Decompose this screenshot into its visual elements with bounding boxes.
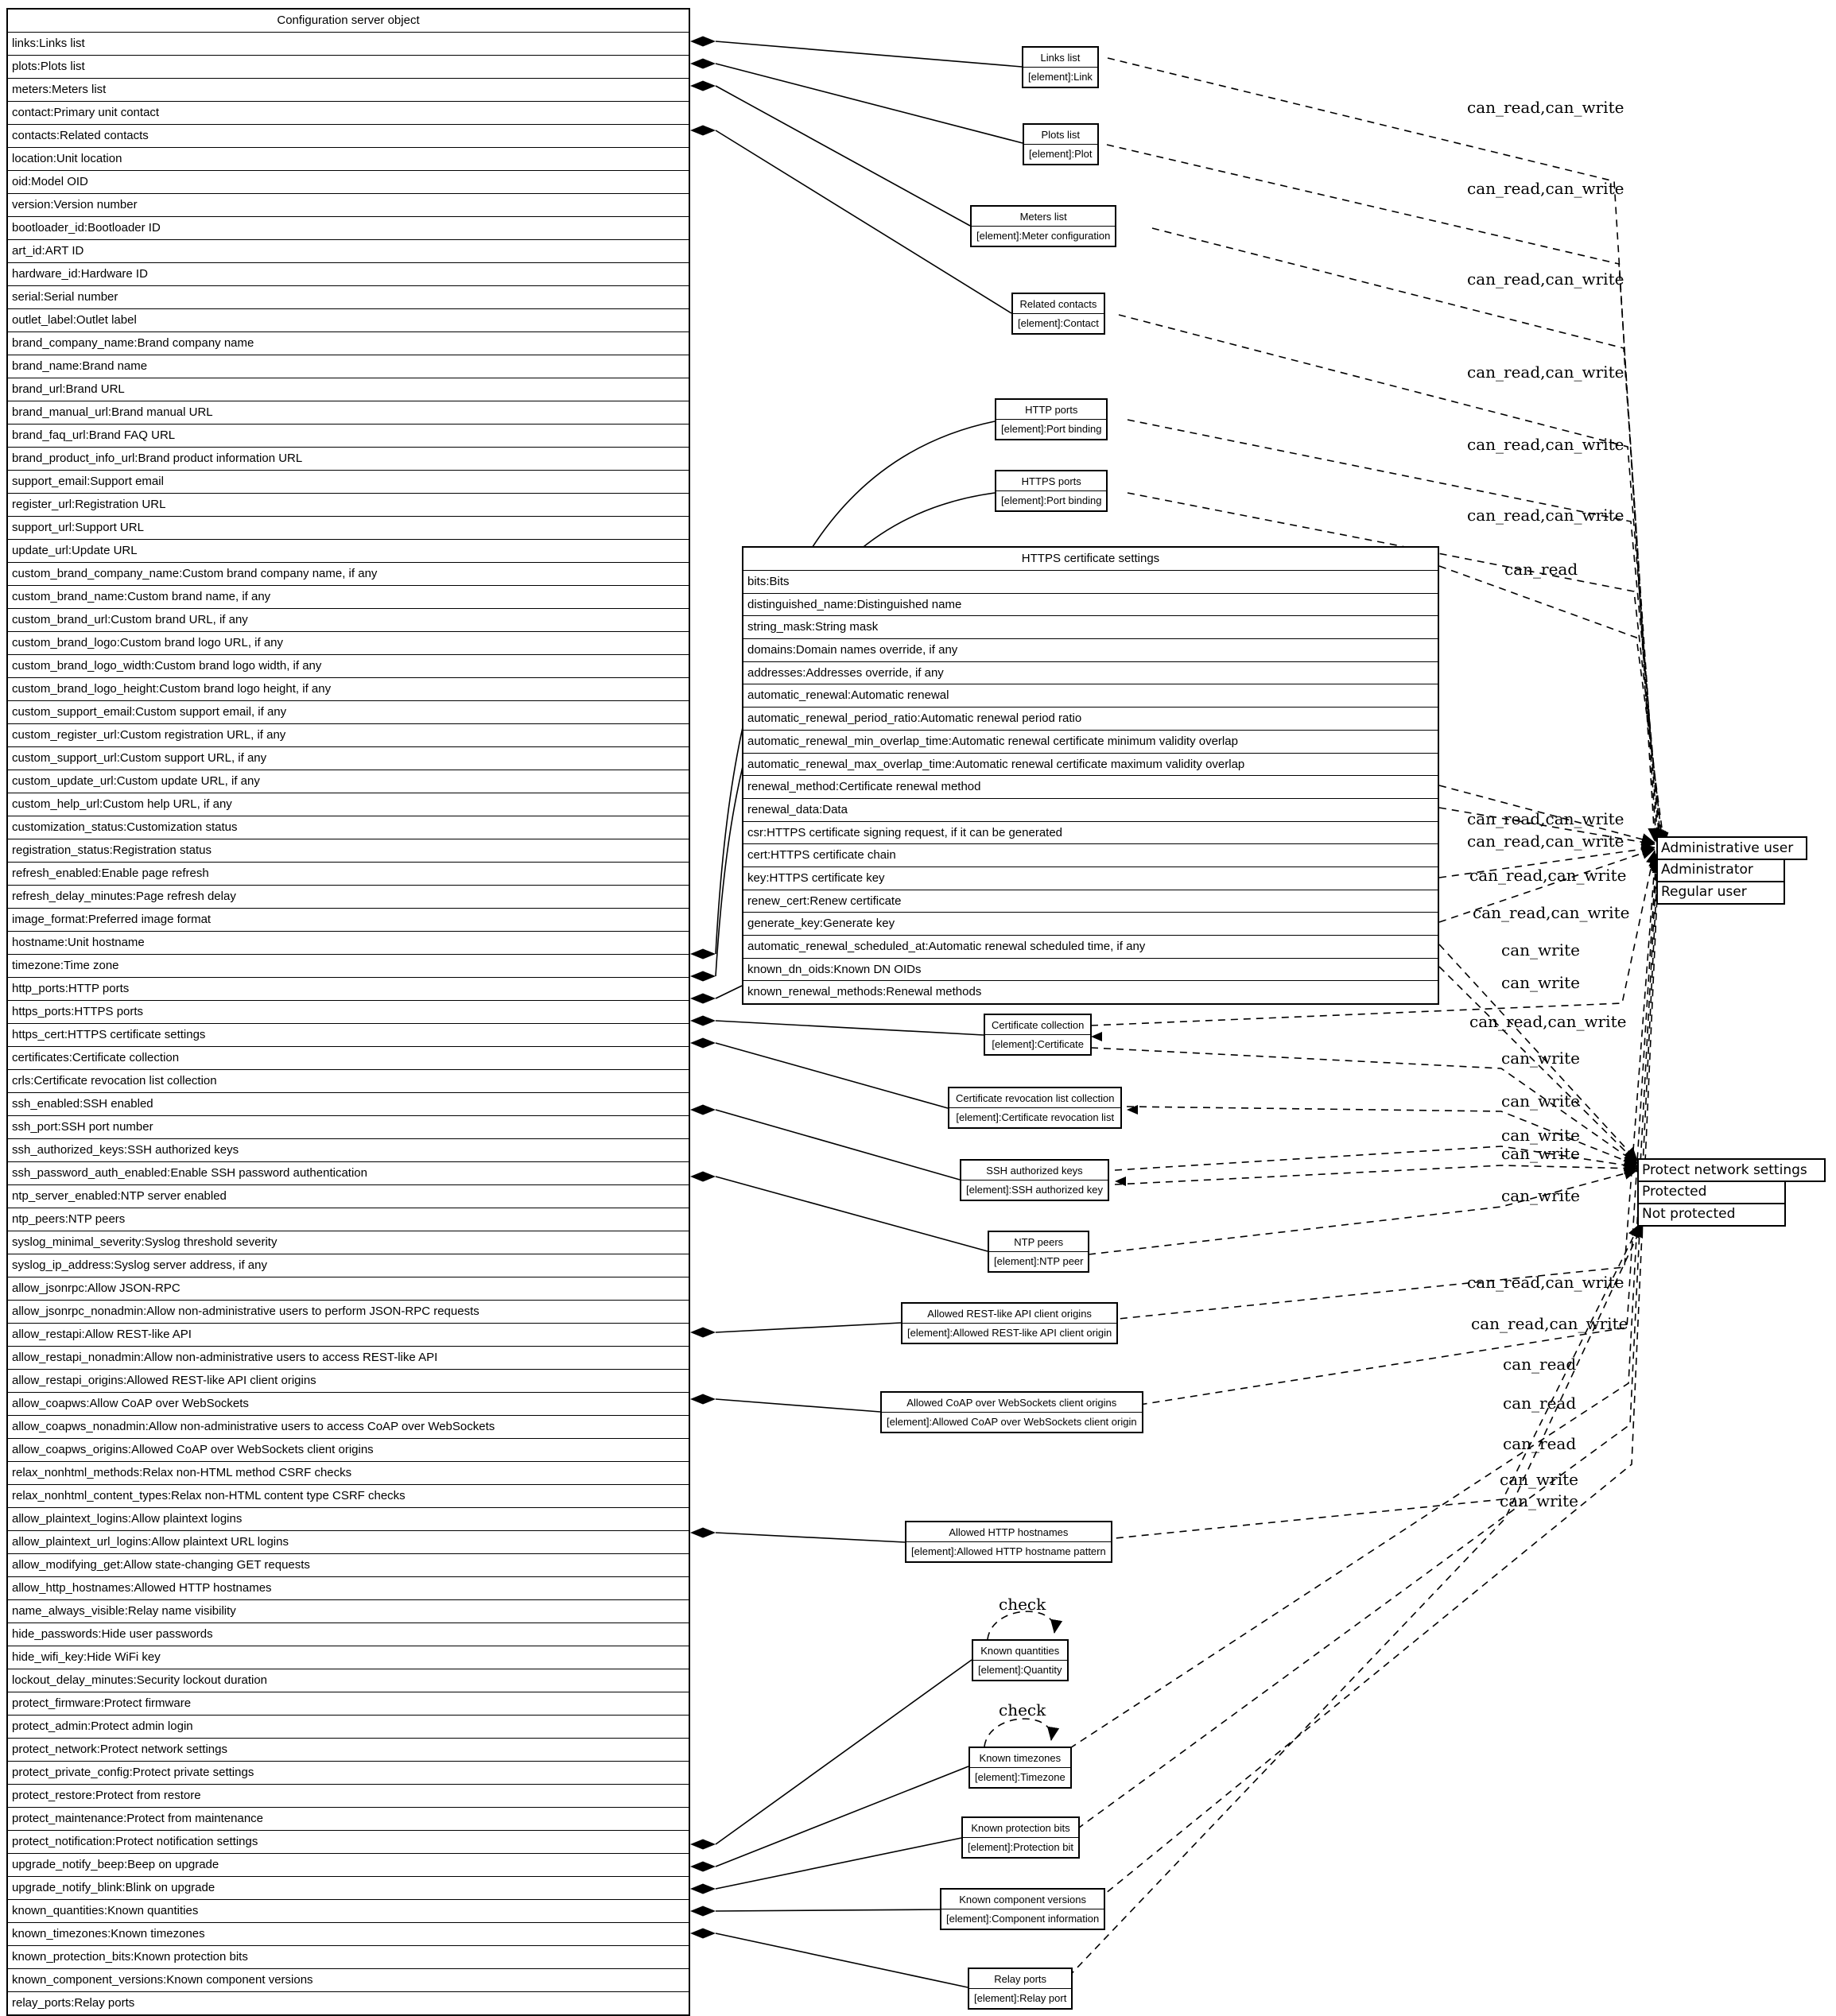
config-field-row: brand_url:Brand URL: [8, 378, 689, 401]
enum-row: Protected: [1637, 1182, 1786, 1204]
config-field-row: serial:Serial number: [8, 285, 689, 308]
config-field-row: protect_restore:Protect from restore: [8, 1784, 689, 1807]
node-http-ports: [995, 398, 1108, 440]
node-title: SSH authorized keys: [961, 1161, 1108, 1181]
config-field-row: hostname:Unit hostname: [8, 931, 689, 954]
config-field-row: update_url:Update URL: [8, 539, 689, 562]
node-related-contacts: [1011, 293, 1105, 335]
node-known-quantities: [972, 1639, 1069, 1681]
node-element: [element]:Allowed HTTP hostname pattern: [911, 1545, 1106, 1557]
node-element: [element]:Allowed REST-like API client origin: [907, 1327, 1112, 1339]
config-field-row: allow_plaintext_logins:Allow plaintext logins: [8, 1507, 689, 1530]
node-meters-list: [970, 205, 1116, 247]
config-field-row: custom_brand_logo_width:Custom brand logo width, if any: [8, 654, 689, 677]
config-field-row: allow_coapws_nonadmin:Allow non-administrative users to access CoAP over WebSockets: [8, 1415, 689, 1438]
config-field-row: crls:Certificate revocation list collection: [8, 1069, 689, 1092]
config-field-row: support_url:Support URL: [8, 516, 689, 539]
node-title: Meters list: [972, 207, 1115, 227]
node-element: [element]:Relay port: [974, 1992, 1067, 2004]
edge-label: can_read,can_write: [1467, 362, 1624, 382]
cert-field-row: automatic_renewal_min_overlap_time:Automatic renewal certificate minimum validity overlap: [743, 730, 1438, 753]
node-element: [element]:Timezone: [975, 1771, 1066, 1783]
node-element: [element]:Protection bit: [968, 1841, 1073, 1853]
cert-field-row: known_dn_oids:Known DN OIDs: [743, 958, 1438, 981]
cert-field-row: known_renewal_methods:Renewal methods: [743, 980, 1438, 1003]
node-known-component-versions: [940, 1888, 1105, 1930]
config-field-row: version:Version number: [8, 193, 689, 216]
config-field-row: allow_jsonrpc_nonadmin:Allow non-administrative users to perform JSON-RPC requests: [8, 1300, 689, 1323]
node-title: Allowed CoAP over WebSockets client origins: [882, 1393, 1142, 1413]
edge-label: can_read,can_write: [1473, 903, 1630, 922]
edge-label: can_read,can_write: [1467, 506, 1624, 525]
config-field-row: custom_brand_logo_height:Custom brand logo height, if any: [8, 677, 689, 700]
enum-row: Not protected: [1637, 1204, 1786, 1227]
node-title: Plots list: [1024, 125, 1097, 145]
config-field-row: hardware_id:Hardware ID: [8, 262, 689, 285]
config-field-row: ssh_enabled:SSH enabled: [8, 1092, 689, 1115]
node-title: Known quantities: [973, 1641, 1067, 1661]
edge-label: can_write: [1501, 940, 1580, 960]
node-crl-collection: [948, 1087, 1122, 1129]
node-relay-ports: [968, 1968, 1073, 2010]
node-certificate-collection: [984, 1014, 1092, 1056]
cert-field-row: renewal_data:Data: [743, 798, 1438, 821]
node-title: Administrative user: [1656, 836, 1807, 860]
config-field-row: meters:Meters list: [8, 78, 689, 101]
node-allowed-http-hostnames: [905, 1521, 1112, 1563]
config-field-row: brand_company_name:Brand company name: [8, 331, 689, 355]
edge-label: can_write: [1501, 1126, 1580, 1145]
edge-label: can_write: [1501, 1186, 1580, 1205]
config-field-row: refresh_enabled:Enable page refresh: [8, 862, 689, 885]
cert-table-rows: [743, 570, 1438, 1003]
config-field-row: brand_faq_url:Brand FAQ URL: [8, 424, 689, 447]
edge-label: can_write: [1501, 1091, 1580, 1111]
config-field-row: links:Links list: [8, 32, 689, 55]
config-field-row: location:Unit location: [8, 147, 689, 170]
config-field-row: custom_brand_name:Custom brand name, if any: [8, 585, 689, 608]
config-field-row: protect_private_config:Protect private settings: [8, 1761, 689, 1784]
node-element: [element]:Port binding: [1001, 494, 1102, 506]
node-title: HTTP ports: [996, 400, 1106, 420]
config-field-row: refresh_delay_minutes:Page refresh delay: [8, 885, 689, 908]
config-field-row: relax_nonhtml_content_types:Relax non-HTML content type CSRF checks: [8, 1484, 689, 1507]
node-allowed-coapws-origins: [880, 1391, 1143, 1433]
edge-label: can_write: [1501, 1049, 1580, 1068]
edge-label-check: check: [999, 1700, 1046, 1719]
config-field-row: protect_admin:Protect admin login: [8, 1715, 689, 1738]
cert-field-row: generate_key:Generate key: [743, 912, 1438, 935]
cert-field-row: renewal_method:Certificate renewal method: [743, 775, 1438, 798]
node-allowed-restapi-origins: [901, 1302, 1118, 1344]
edge-label: can_write: [1501, 1144, 1580, 1163]
config-field-row: allow_restapi_origins:Allowed REST-like API client origins: [8, 1369, 689, 1392]
edge-label: can_read: [1503, 1434, 1577, 1453]
edge-label: can_read,can_write: [1467, 1273, 1624, 1292]
config-field-row: name_always_visible:Relay name visibility: [8, 1599, 689, 1622]
config-field-row: upgrade_notify_beep:Beep on upgrade: [8, 1853, 689, 1876]
node-title: Allowed REST-like API client origins: [902, 1304, 1116, 1324]
config-field-row: known_protection_bits:Known protection bits: [8, 1945, 689, 1968]
edge-label: can_write: [1500, 1491, 1578, 1510]
config-field-row: allow_coapws:Allow CoAP over WebSockets: [8, 1392, 689, 1415]
config-field-row: custom_brand_logo:Custom brand logo URL, if any: [8, 631, 689, 654]
config-field-row: allow_restapi:Allow REST-like API: [8, 1323, 689, 1346]
cert-field-row: automatic_renewal_scheduled_at:Automatic renewal scheduled time, if any: [743, 935, 1438, 958]
node-title: Allowed HTTP hostnames: [906, 1522, 1111, 1542]
config-field-row: brand_manual_url:Brand manual URL: [8, 401, 689, 424]
node-title: Certificate collection: [985, 1015, 1090, 1035]
config-field-row: ssh_port:SSH port number: [8, 1115, 689, 1138]
composition-diamonds: [690, 37, 716, 1939]
edge-label: can_read,can_write: [1471, 1314, 1628, 1333]
config-server-object-table: [6, 8, 690, 2016]
config-field-row: known_quantities:Known quantities: [8, 1899, 689, 1922]
config-field-row: http_ports:HTTP ports: [8, 977, 689, 1000]
config-field-row: relay_ports:Relay ports: [8, 1991, 689, 2014]
config-field-row: image_format:Preferred image format: [8, 908, 689, 931]
https-cert-settings-table: [742, 546, 1439, 1005]
config-field-row: hide_wifi_key:Hide WiFi key: [8, 1646, 689, 1669]
config-field-row: allow_plaintext_url_logins:Allow plaintext URL logins: [8, 1530, 689, 1553]
edge-label: can_write: [1500, 1470, 1578, 1489]
cert-field-row: csr:HTTPS certificate signing request, if it can be generated: [743, 821, 1438, 844]
node-known-protection-bits: [961, 1816, 1080, 1859]
config-field-row: ssh_password_auth_enabled:Enable SSH password authentication: [8, 1161, 689, 1184]
edge-label: can_write: [1501, 973, 1580, 992]
node-element: [element]:Meter configuration: [976, 230, 1111, 242]
node-element: [element]:Link: [1028, 71, 1093, 83]
cert-field-row: automatic_renewal:Automatic renewal: [743, 684, 1438, 707]
config-field-row: upgrade_notify_blink:Blink on upgrade: [8, 1876, 689, 1899]
cert-field-row: automatic_renewal_period_ratio:Automatic renewal period ratio: [743, 707, 1438, 730]
node-title: Known protection bits: [963, 1818, 1078, 1838]
config-field-row: allow_coapws_origins:Allowed CoAP over WebSockets client origins: [8, 1438, 689, 1461]
node-title: Links list: [1023, 48, 1097, 68]
enum-row: Regular user: [1656, 882, 1785, 905]
node-title: Relay ports: [969, 1969, 1071, 1989]
config-field-row: custom_brand_url:Custom brand URL, if any: [8, 608, 689, 631]
config-field-row: plots:Plots list: [8, 55, 689, 78]
node-title: Certificate revocation list collection: [949, 1088, 1120, 1108]
edge-label: can_read: [1503, 1355, 1577, 1374]
config-field-row: allow_modifying_get:Allow state-changing GET requests: [8, 1553, 689, 1576]
config-field-row: ntp_peers:NTP peers: [8, 1208, 689, 1231]
node-element: [element]:Certificate revocation list: [956, 1111, 1115, 1123]
config-field-row: art_id:ART ID: [8, 239, 689, 262]
node-ssh-authorized-keys: [960, 1159, 1109, 1201]
node-plots-list: [1023, 123, 1099, 165]
node-ntp-peers: [988, 1231, 1089, 1273]
config-field-row: custom_support_email:Custom support email, if any: [8, 700, 689, 723]
config-field-row: custom_help_url:Custom help URL, if any: [8, 793, 689, 816]
config-field-row: certificates:Certificate collection: [8, 1046, 689, 1069]
node-known-timezones: [968, 1747, 1072, 1789]
edge-label: can_read,can_write: [1467, 435, 1624, 454]
node-title: NTP peers: [989, 1232, 1088, 1252]
config-field-row: lockout_delay_minutes:Security lockout duration: [8, 1669, 689, 1692]
edge-label: can_read: [1504, 560, 1578, 579]
config-field-row: contacts:Related contacts: [8, 124, 689, 147]
cert-field-row: bits:Bits: [743, 570, 1438, 593]
node-title: Known timezones: [970, 1748, 1070, 1768]
node-element: [element]:Contact: [1018, 317, 1099, 329]
config-field-row: registration_status:Registration status: [8, 839, 689, 862]
config-table-title: Configuration server object: [277, 14, 420, 27]
config-field-row: ntp_server_enabled:NTP server enabled: [8, 1184, 689, 1208]
edge-label: can_read,can_write: [1467, 809, 1624, 828]
config-field-row: custom_support_url:Custom support URL, if any: [8, 746, 689, 770]
edge-label: can_read: [1503, 1394, 1577, 1413]
config-field-row: hide_passwords:Hide user passwords: [8, 1622, 689, 1646]
config-field-row: support_email:Support email: [8, 470, 689, 493]
enum-row: Administrator: [1656, 860, 1785, 882]
cert-field-row: addresses:Addresses override, if any: [743, 661, 1438, 684]
config-field-row: custom_update_url:Custom update URL, if any: [8, 770, 689, 793]
node-https-ports: [995, 470, 1108, 512]
edge-label: can_read,can_write: [1469, 866, 1627, 885]
config-field-row: https_cert:HTTPS certificate settings: [8, 1023, 689, 1046]
node-title: Known component versions: [941, 1890, 1104, 1909]
config-field-row: allow_restapi_nonadmin:Allow non-administrative users to access REST-like API: [8, 1346, 689, 1369]
edge-label-check: check: [999, 1595, 1046, 1614]
config-field-row: custom_brand_company_name:Custom brand company name, if any: [8, 562, 689, 585]
node-element: [element]:SSH authorized key: [966, 1184, 1103, 1196]
cert-field-row: domains:Domain names override, if any: [743, 638, 1438, 661]
node-title: Related contacts: [1013, 294, 1104, 314]
node-element: [element]:Port binding: [1001, 423, 1102, 435]
config-field-row: outlet_label:Outlet label: [8, 308, 689, 331]
cert-field-row: cert:HTTPS certificate chain: [743, 843, 1438, 866]
config-field-row: protect_notification:Protect notification settings: [8, 1830, 689, 1853]
cert-field-row: key:HTTPS certificate key: [743, 866, 1438, 890]
config-field-row: syslog_ip_address:Syslog server address, if any: [8, 1254, 689, 1277]
node-links-list: [1022, 46, 1099, 88]
config-field-row: https_ports:HTTPS ports: [8, 1000, 689, 1023]
config-table-rows: [8, 32, 689, 2014]
config-field-row: brand_name:Brand name: [8, 355, 689, 378]
edge-label: can_read,can_write: [1467, 179, 1624, 198]
config-field-row: protect_firmware:Protect firmware: [8, 1692, 689, 1715]
node-protect-network-settings: [1637, 1158, 1826, 1227]
config-field-row: ssh_authorized_keys:SSH authorized keys: [8, 1138, 689, 1161]
edge-label: can_read,can_write: [1469, 1012, 1627, 1031]
config-field-row: protect_network:Protect network settings: [8, 1738, 689, 1761]
cert-field-row: string_mask:String mask: [743, 615, 1438, 638]
node-element: [element]:Plot: [1029, 148, 1093, 160]
config-field-row: bootloader_id:Bootloader ID: [8, 216, 689, 239]
node-title: Protect network settings: [1637, 1158, 1826, 1182]
config-field-row: customization_status:Customization status: [8, 816, 689, 839]
node-element: [element]:Allowed CoAP over WebSockets client origin: [887, 1416, 1137, 1428]
config-field-row: allow_jsonrpc:Allow JSON-RPC: [8, 1277, 689, 1300]
node-element: [element]:Certificate: [992, 1038, 1084, 1050]
node-administrative-user: [1656, 836, 1807, 905]
config-field-row: known_timezones:Known timezones: [8, 1922, 689, 1945]
node-element: [element]:Quantity: [978, 1664, 1062, 1676]
cert-field-row: distinguished_name:Distinguished name: [743, 593, 1438, 616]
config-field-row: relax_nonhtml_methods:Relax non-HTML method CSRF checks: [8, 1461, 689, 1484]
node-element: [element]:Component information: [946, 1913, 1100, 1925]
edge-label: can_read,can_write: [1467, 832, 1624, 851]
config-field-row: register_url:Registration URL: [8, 493, 689, 516]
config-field-row: oid:Model OID: [8, 170, 689, 193]
config-field-row: allow_http_hostnames:Allowed HTTP hostnames: [8, 1576, 689, 1599]
config-field-row: timezone:Time zone: [8, 954, 689, 977]
edge-label: can_read,can_write: [1467, 98, 1624, 117]
cert-table-title: HTTPS certificate settings: [1021, 552, 1160, 565]
config-field-row: contact:Primary unit contact: [8, 101, 689, 124]
node-element: [element]:NTP peer: [994, 1255, 1084, 1267]
cert-field-row: renew_cert:Renew certificate: [743, 890, 1438, 913]
node-title: HTTPS ports: [996, 471, 1106, 491]
config-field-row: protect_maintenance:Protect from maintenance: [8, 1807, 689, 1830]
config-field-row: brand_product_info_url:Brand product information URL: [8, 447, 689, 470]
config-field-row: known_component_versions:Known component versions: [8, 1968, 689, 1991]
config-field-row: custom_register_url:Custom registration URL, if any: [8, 723, 689, 746]
edge-label: can_read,can_write: [1467, 269, 1624, 289]
config-field-row: syslog_minimal_severity:Syslog threshold severity: [8, 1231, 689, 1254]
cert-field-row: automatic_renewal_max_overlap_time:Automatic renewal certificate maximum validity overlap: [743, 753, 1438, 776]
containment-edges: [716, 41, 1023, 1987]
